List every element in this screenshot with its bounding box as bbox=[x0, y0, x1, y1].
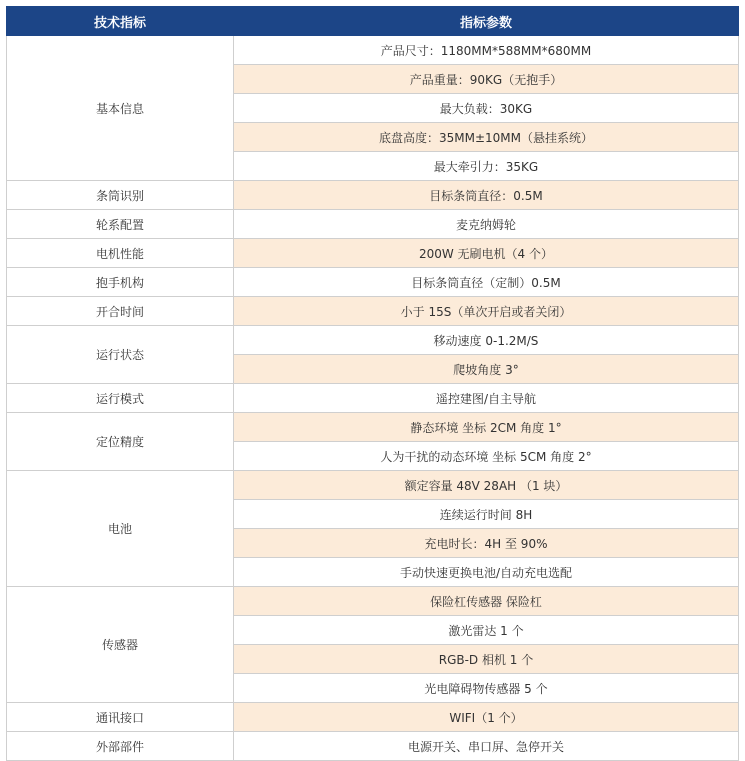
spec-category-cell: 通讯接口 bbox=[7, 703, 234, 732]
spec-value-cell: 静态环境 坐标 2CM 角度 1° bbox=[234, 413, 739, 442]
table-row bbox=[7, 326, 739, 355]
spec-value-cell: 电源开关、串口屏、急停开关 bbox=[234, 732, 739, 761]
spec-value-cell: 200W 无刷电机（4 个） bbox=[234, 239, 739, 268]
spec-value-cell: 充电时长：4H 至 90% bbox=[234, 529, 739, 558]
spec-value-cell: 遥控建图/自主导航 bbox=[234, 384, 739, 413]
spec-value-cell: 小于 15S（单次开启或者关闭） bbox=[234, 297, 739, 326]
table-row bbox=[7, 36, 739, 65]
spec-table bbox=[6, 6, 739, 761]
table-row bbox=[7, 384, 739, 413]
table-row bbox=[7, 268, 739, 297]
spec-value-cell: 连续运行时间 8H bbox=[234, 500, 739, 529]
table-row bbox=[7, 210, 739, 239]
spec-category-cell: 定位精度 bbox=[7, 413, 234, 471]
table-row bbox=[7, 181, 739, 210]
spec-value-cell: 人为干扰的动态环境 坐标 5CM 角度 2° bbox=[234, 442, 739, 471]
spec-value-cell: 爬坡角度 3° bbox=[234, 355, 739, 384]
spec-value-cell: 目标条筒直径（定制）0.5M bbox=[234, 268, 739, 297]
spec-value-cell: 额定容量 48V 28AH （1 块） bbox=[234, 471, 739, 500]
spec-value-cell: 最大牵引力：35KG bbox=[234, 152, 739, 181]
spec-value-cell: 光电障碍物传感器 5 个 bbox=[234, 674, 739, 703]
spec-category-cell: 轮系配置 bbox=[7, 210, 234, 239]
table-header bbox=[7, 7, 739, 36]
spec-category-cell: 抱手机构 bbox=[7, 268, 234, 297]
spec-value-cell: 底盘高度：35MM±10MM（悬挂系统） bbox=[234, 123, 739, 152]
spec-category-cell: 开合时间 bbox=[7, 297, 234, 326]
table-row bbox=[7, 471, 739, 500]
spec-value-cell: RGB-D 相机 1 个 bbox=[234, 645, 739, 674]
table-row bbox=[7, 239, 739, 268]
spec-category-cell: 传感器 bbox=[7, 587, 234, 703]
spec-category-cell: 电池 bbox=[7, 471, 234, 587]
table-body bbox=[7, 36, 739, 761]
table-row bbox=[7, 703, 739, 732]
spec-category-cell: 运行状态 bbox=[7, 326, 234, 384]
table-row bbox=[7, 587, 739, 616]
spec-value-cell: 保险杠传感器 保险杠 bbox=[234, 587, 739, 616]
header-spec-item: 技术指标 bbox=[7, 7, 234, 36]
table-row bbox=[7, 413, 739, 442]
spec-value-cell: WIFI（1 个） bbox=[234, 703, 739, 732]
spec-value-cell: 移动速度 0-1.2M/S bbox=[234, 326, 739, 355]
spec-category-cell: 基本信息 bbox=[7, 36, 234, 181]
spec-value-cell: 产品尺寸：1180MM*588MM*680MM bbox=[234, 36, 739, 65]
spec-value-cell: 产品重量：90KG（无抱手） bbox=[234, 65, 739, 94]
spec-value-cell: 手动快速更换电池/自动充电选配 bbox=[234, 558, 739, 587]
spec-value-cell: 麦克纳姆轮 bbox=[234, 210, 739, 239]
header-row bbox=[7, 7, 739, 36]
spec-category-cell: 电机性能 bbox=[7, 239, 234, 268]
spec-category-cell: 外部部件 bbox=[7, 732, 234, 761]
spec-value-cell: 目标条筒直径：0.5M bbox=[234, 181, 739, 210]
spec-category-cell: 条筒识别 bbox=[7, 181, 234, 210]
table-row bbox=[7, 732, 739, 761]
spec-category-cell: 运行模式 bbox=[7, 384, 234, 413]
spec-value-cell: 最大负载：30KG bbox=[234, 94, 739, 123]
header-spec-value: 指标参数 bbox=[234, 7, 739, 36]
table-row bbox=[7, 297, 739, 326]
spec-value-cell: 激光雷达 1 个 bbox=[234, 616, 739, 645]
